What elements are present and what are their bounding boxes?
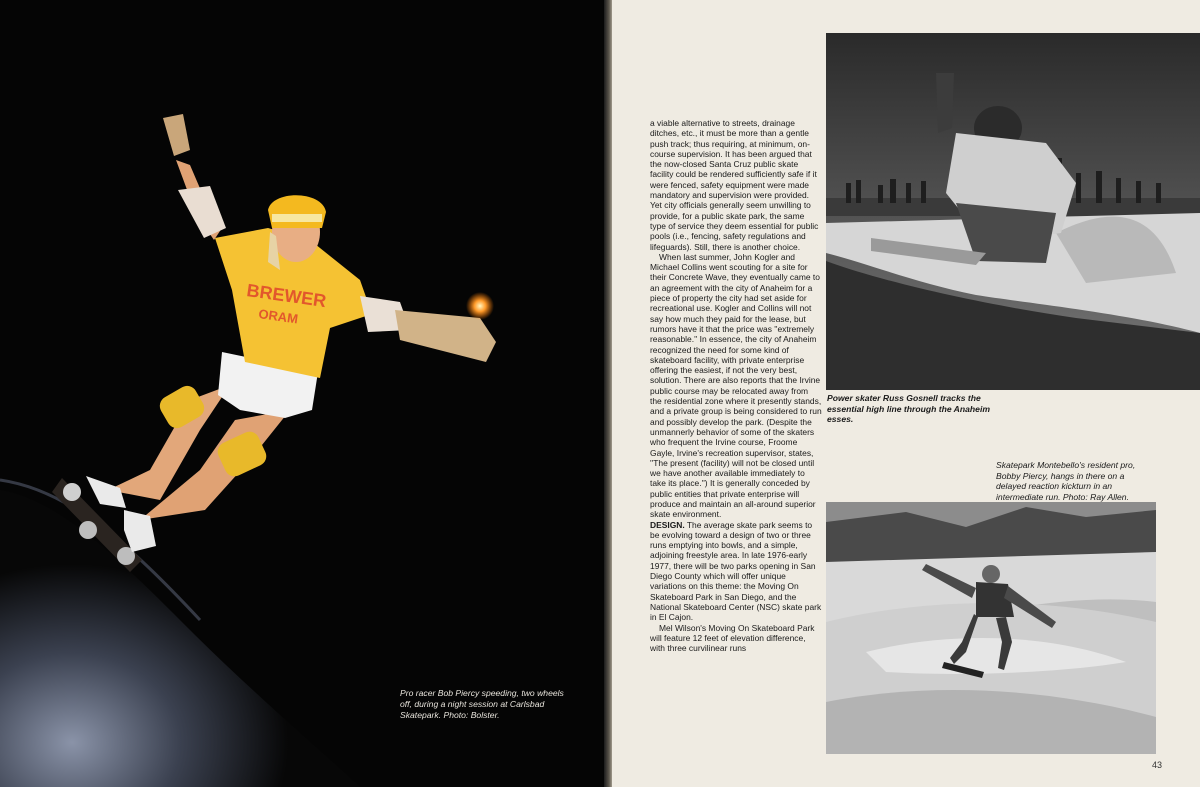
svg-text:ORAM: ORAM [257, 306, 300, 327]
svg-text:BREWER: BREWER [245, 280, 328, 312]
caption-top-photo: Power skater Russ Gosnell tracks the essential high line through the Anaheim esses. [827, 393, 990, 425]
photo-russ-gosnell [826, 33, 1200, 390]
page-number: 43 [1152, 760, 1163, 770]
caption-bottom-photo: Skatepark Montebello's resident pro, Bobby Piercy, hangs in there on a delayed reaction kickturn in an intermediate run. Photo: Ray Allen. [996, 460, 1136, 502]
article-body [650, 118, 822, 653]
design-text: The average skate park seems to be evolving toward a design of two or three runs emptying into bowls, and a simple, adjoining freestyle area. In late 1976-early 1977, there will be two parks opening in San Diego County which will offer unique variations on this theme: the Moving On Skateboard Park in San Diego, and the National Skateboard Center (NSC) skate park in El Cajon. [650, 519, 822, 623]
article-paragraph: Mel Wilson's Moving On Skateboard Park will feature 12 feet of elevation difference, with three curvilinear runs [650, 622, 815, 654]
design-paragraph [650, 520, 822, 623]
photo-bobby-piercy [826, 502, 1156, 754]
article-paragraph: When last summer, John Kogler and Michael Collins went scouting for a site for their Concrete Wave, they eventually came to an agreement with the city of Anaheim for a piece of property the city had set aside for recreational use. Kogler and Collins will not say how much they paid for the lease, but rumors have it that the price was ''extremely reasonable.'' In essence, the city of Anaheim recognized the need for some kind of skateboard facility, with private enterprise offering the easiest, if not the very best, solution. There are also reports that the Irvine public course may be relocated away from the residential zone where it presently stands, and a private group is being considered to run and possibly develop the park. (Despite the unmannerly behavior of some of the skaters who frequent the Irvine course, Froome Gayle, Irvine's recreation supervisor, states, ''The present (facility) will not be closed until we have another available immediately to take its place.'') It is generally conceded by public entities that private enterprise will produce and maintain an all-around superior skate environment. [650, 251, 822, 520]
left-photo-caption: Pro racer Bob Piercy speeding, two wheels off, during a night session at Carlsbad Skatepark. Photo: Bolster. [400, 688, 564, 720]
article-paragraph: a viable alternative to streets, drainage ditches, etc., it must be more than a gentle push track; thus requiring, at minimum, on-course supervision. It has been argued that the now-closed Santa Cruz public skate facility could be rendered sufficiently safe if it were fenced, safety equipment were made mandatory and supervision were provided. Yet city officials generally seem unwilling to provide, for a public skate park, the same type of service they deem essential for public pools (i.e., fencing, safety regulations and lifeguards). Still, there is another choice. [650, 118, 819, 252]
design-heading: DESIGN. [650, 519, 685, 530]
